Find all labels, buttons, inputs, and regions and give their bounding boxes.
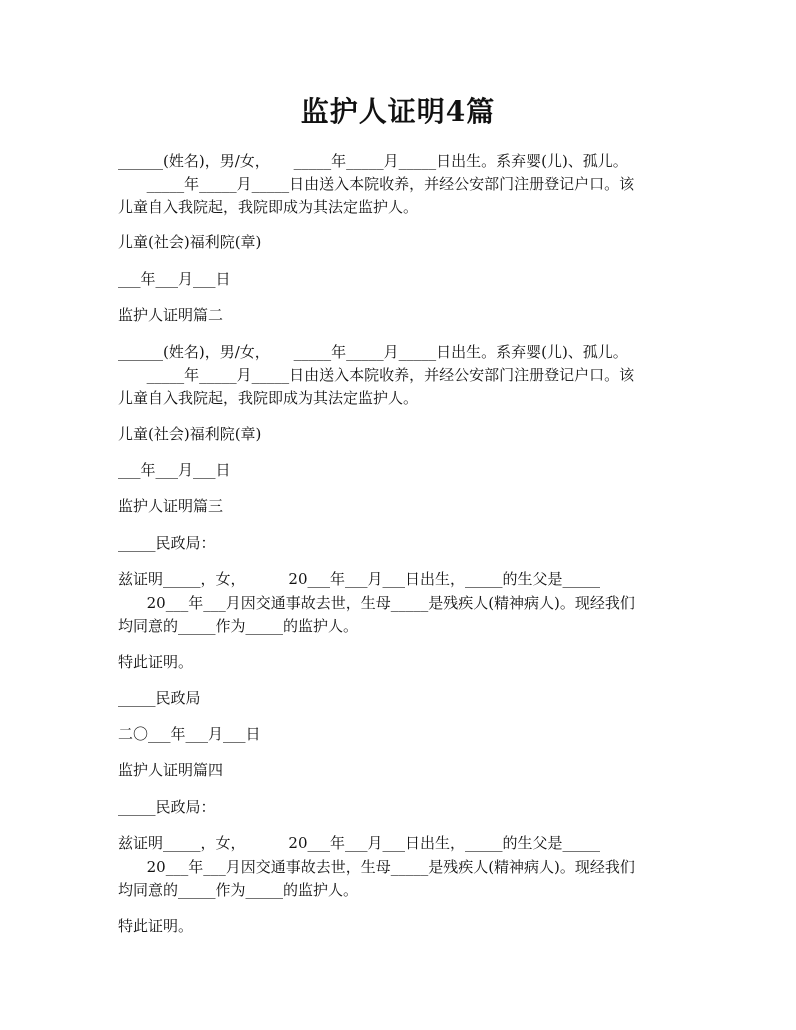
section4-salutation: _____民政局： — [118, 798, 216, 816]
section2-heading: 监护人证明篇二 — [118, 306, 224, 324]
section3-paragraph-line-3: 均同意的_____作为_____的监护人。 — [118, 617, 359, 635]
section1-date: ___年___月___日 — [118, 270, 231, 288]
section3-signature: _____民政局 — [118, 689, 201, 707]
section2-date: ___年___月___日 — [118, 461, 231, 479]
section2-paragraph-line-3: 儿童自入我院起，我院即成为其法定监护人。 — [118, 389, 419, 407]
section1-paragraph-line-2: _____年_____月_____日由送入本院收养，并经公安部门注册登记户口。该 — [118, 175, 635, 193]
section3-closing: 特此证明。 — [118, 653, 194, 671]
section3-paragraph-line-2: 20___年___月因交通事故去世，生母_____是残疾人(精神病人)。现经我们 — [118, 594, 635, 612]
section2-paragraph-line-2: _____年_____月_____日由送入本院收养，并经公安部门注册登记户口。该 — [118, 366, 635, 384]
section2-signature: 儿童(社会)福利院(章) — [118, 425, 262, 443]
section4-paragraph-line-1: 兹证明_____，女， 20___年___月___日出生，_____的生父是_____ — [118, 834, 601, 852]
section4-closing: 特此证明。 — [118, 917, 194, 935]
section1-paragraph-line-1: ______(姓名)，男/女， _____年_____月_____日出生。系弃婴(儿)、孤儿。 — [118, 152, 628, 170]
section3-heading: 监护人证明篇三 — [118, 497, 224, 515]
section2-paragraph-line-1: ______(姓名)，男/女， _____年_____月_____日出生。系弃婴(儿)、孤儿。 — [118, 343, 628, 361]
section3-salutation: _____民政局： — [118, 534, 216, 552]
document-title: 监护人证明4篇 — [300, 95, 496, 128]
section1-signature: 儿童(社会)福利院(章) — [118, 233, 262, 251]
section4-paragraph-line-2: 20___年___月因交通事故去世，生母_____是残疾人(精神病人)。现经我们 — [118, 858, 635, 876]
section3-date: 二〇___年___月___日 — [118, 725, 261, 743]
section3-paragraph-line-1: 兹证明_____，女， 20___年___月___日出生，_____的生父是_____ — [118, 570, 601, 588]
section4-paragraph-line-3: 均同意的_____作为_____的监护人。 — [118, 881, 359, 899]
section1-paragraph-line-3: 儿童自入我院起，我院即成为其法定监护人。 — [118, 198, 419, 216]
section4-heading: 监护人证明篇四 — [118, 761, 224, 779]
